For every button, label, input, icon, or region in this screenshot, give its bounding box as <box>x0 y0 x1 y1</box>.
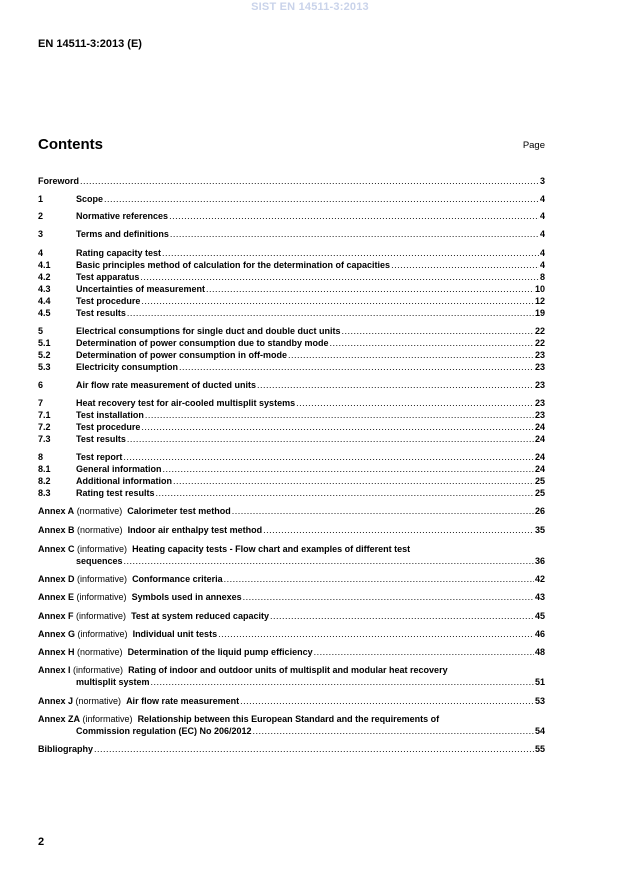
annex-kind: (normative) <box>77 647 123 657</box>
toc-entry-5[interactable] <box>38 325 545 337</box>
toc-number: 7.2 <box>38 422 51 432</box>
toc-title: Test results <box>76 434 126 444</box>
toc-entry-4[interactable] <box>38 247 545 259</box>
toc-number: 4.4 <box>38 296 51 306</box>
toc-number: 5 <box>38 326 44 336</box>
toc-number: 7.1 <box>38 410 51 420</box>
toc-annex-d[interactable] <box>38 573 545 585</box>
toc-title: Test apparatus <box>76 272 140 282</box>
toc-title: Rating capacity test <box>76 248 162 258</box>
toc-title: Basic principles method of calculation for the determination of capacities <box>76 260 391 270</box>
annex-title: Conformance criteria <box>132 574 223 584</box>
contents-heading: Contents <box>38 136 103 153</box>
toc-title: Heat recovery test for air-cooled multisplit systems <box>76 398 296 408</box>
toc-entry-7-1[interactable] <box>38 409 545 421</box>
toc-title: Test report <box>76 452 123 462</box>
toc-entry-4-4[interactable] <box>38 295 545 307</box>
toc-number: 6 <box>38 380 44 390</box>
toc-entry-foreword[interactable] <box>38 175 545 187</box>
toc-number: 8.2 <box>38 476 51 486</box>
toc-page: 53 <box>534 696 545 706</box>
toc-number: 4 <box>38 248 44 258</box>
toc-page: 8 <box>539 272 545 282</box>
toc-entry-3[interactable] <box>38 228 545 240</box>
annex-kind: (informative) <box>73 665 124 675</box>
annex-label: Annex J <box>38 696 74 706</box>
toc-entry-7-3[interactable] <box>38 433 545 445</box>
toc-page: 23 <box>534 350 545 360</box>
annex-kind: (informative) <box>82 714 133 724</box>
annex-title: Symbols used in annexes <box>131 592 242 602</box>
toc-number: 5.1 <box>38 338 51 348</box>
annex-label: Annex H <box>38 647 75 657</box>
toc-page: 10 <box>534 284 545 294</box>
toc-page: 25 <box>534 488 545 498</box>
toc-page: 24 <box>534 434 545 444</box>
toc-number: 5.3 <box>38 362 51 372</box>
annex-label: Annex G <box>38 629 76 639</box>
toc-page: 43 <box>534 592 545 602</box>
toc-page: 25 <box>534 476 545 486</box>
toc-number: 4.2 <box>38 272 51 282</box>
toc-page: 36 <box>534 556 545 566</box>
toc-page: 23 <box>534 398 545 408</box>
toc-page: 19 <box>534 308 545 318</box>
toc-annex-g[interactable] <box>38 628 545 640</box>
toc-page: 51 <box>534 677 545 687</box>
toc-title: Normative references <box>76 211 169 221</box>
toc-page: 22 <box>534 326 545 336</box>
toc-annex-c[interactable] <box>38 543 545 567</box>
annex-label: Annex ZA <box>38 714 81 724</box>
annex-label: Annex B <box>38 525 75 535</box>
toc-entry-8-2[interactable] <box>38 475 545 487</box>
toc-title: General information <box>76 464 162 474</box>
toc-title: Air flow rate measurement of ducted units <box>76 380 257 390</box>
annex-title: Individual unit tests <box>132 629 218 639</box>
toc-entry-4-5[interactable] <box>38 307 545 319</box>
toc-page: 42 <box>534 574 545 584</box>
toc-number: 8 <box>38 452 44 462</box>
toc-title: Determination of power consumption in off-mode <box>76 350 287 360</box>
toc-title: Foreword <box>38 176 80 186</box>
annex-title-continued: sequences <box>76 556 123 566</box>
annex-kind: (informative) <box>77 629 128 639</box>
annex-label: Annex E <box>38 592 75 602</box>
toc-page: 23 <box>534 380 545 390</box>
toc-title: Test procedure <box>76 422 141 432</box>
toc-title: Electricity consumption <box>76 362 179 372</box>
toc-page: 4 <box>539 211 545 221</box>
toc-entry-6[interactable] <box>38 379 545 391</box>
toc-number: 4.3 <box>38 284 51 294</box>
toc-entry-8-3[interactable] <box>38 487 545 499</box>
toc-number: 7 <box>38 398 44 408</box>
toc-page: 23 <box>534 362 545 372</box>
toc-entry-5-3[interactable] <box>38 361 545 373</box>
toc-entry-4-1[interactable] <box>38 259 545 271</box>
annex-kind: (informative) <box>76 611 127 621</box>
toc-entry-7[interactable] <box>38 397 545 409</box>
toc-entry-7-2[interactable] <box>38 421 545 433</box>
toc-page: 46 <box>534 629 545 639</box>
toc-page: 54 <box>534 726 545 736</box>
toc-entry-5-1[interactable] <box>38 337 545 349</box>
annex-kind: (normative) <box>77 525 123 535</box>
toc-number: 5.2 <box>38 350 51 360</box>
toc-page: 55 <box>534 744 545 754</box>
toc-page: 26 <box>534 506 545 516</box>
toc-annex-b[interactable] <box>38 524 545 536</box>
toc-title: Uncertainties of measurement <box>76 284 206 294</box>
annex-label: Annex D <box>38 574 75 584</box>
toc-page: 48 <box>534 647 545 657</box>
annex-label: Annex F <box>38 611 74 621</box>
toc-title: Rating test results <box>76 488 155 498</box>
watermark: SIST EN 14511-3:2013 <box>251 1 369 13</box>
toc-title: Test results <box>76 308 126 318</box>
annex-title-continued: multisplit system <box>76 677 150 687</box>
annex-kind: (normative) <box>76 506 123 516</box>
annex-title: Heating capacity tests - Flow chart and examples of different test <box>132 544 411 554</box>
page-column-label: Page <box>522 140 545 151</box>
toc-title: Bibliography <box>38 744 94 754</box>
toc-title: Scope <box>76 194 104 204</box>
document-id: EN 14511-3:2013 (E) <box>38 38 142 50</box>
toc-number: 8.3 <box>38 488 51 498</box>
toc-entry-5-2[interactable] <box>38 349 545 361</box>
annex-label: Annex A <box>38 506 75 516</box>
toc-page: 24 <box>534 422 545 432</box>
toc-number: 8.1 <box>38 464 51 474</box>
toc-title: Additional information <box>76 476 172 486</box>
annex-kind: (informative) <box>77 544 128 554</box>
toc-annex-j[interactable] <box>38 695 545 707</box>
toc-title: Test procedure <box>76 296 141 306</box>
toc-page: 35 <box>534 525 545 535</box>
toc-page: 23 <box>534 410 545 420</box>
annex-kind: (informative) <box>77 574 128 584</box>
toc-entry-8[interactable] <box>38 451 545 463</box>
toc-annex-h[interactable] <box>38 646 545 658</box>
annex-title: Air flow rate measurement <box>126 696 240 706</box>
toc-title: Terms and definitions <box>76 229 169 239</box>
annex-label: Annex C <box>38 544 75 554</box>
toc-page: 4 <box>539 260 545 270</box>
toc-entry-2[interactable] <box>38 210 545 222</box>
toc-number: 7.3 <box>38 434 51 444</box>
toc-page: 45 <box>534 611 545 621</box>
toc-annex-a[interactable] <box>38 505 545 517</box>
toc-title: Determination of power consumption due to standby mode <box>76 338 329 348</box>
toc-page: 4 <box>539 248 545 258</box>
annex-title: Indoor air enthalpy test method <box>127 525 263 535</box>
toc-page: 22 <box>534 338 545 348</box>
toc-entry-8-1[interactable] <box>38 463 545 475</box>
toc-page: 12 <box>534 296 545 306</box>
annex-title: Determination of the liquid pump efficiency <box>127 647 313 657</box>
toc-page: 4 <box>539 229 545 239</box>
toc-number: 4.5 <box>38 308 51 318</box>
toc-annex-i[interactable] <box>38 664 545 688</box>
annex-title: Calorimeter test method <box>127 506 231 516</box>
toc-annex-f[interactable] <box>38 610 545 622</box>
page-number: 2 <box>38 836 45 848</box>
toc-number: 3 <box>38 229 44 239</box>
toc-title: Electrical consumptions for single duct and double duct units <box>76 326 341 336</box>
toc-entry-1[interactable] <box>38 193 545 205</box>
annex-title-continued: Commission regulation (EC) No 206/2012 <box>76 726 252 736</box>
annex-title: Test at system reduced capacity <box>131 611 269 621</box>
toc-entry-bibliography[interactable] <box>38 743 545 755</box>
annex-kind: (informative) <box>76 592 127 602</box>
toc-page: 24 <box>534 464 545 474</box>
toc-title: Test installation <box>76 410 144 420</box>
toc-page: 4 <box>539 194 545 204</box>
annex-kind: (normative) <box>75 696 122 706</box>
toc-number: 4.1 <box>38 260 51 270</box>
toc-page: 24 <box>534 452 545 462</box>
annex-title: Relationship between this European Standard and the requirements of <box>137 714 440 724</box>
toc-page: 3 <box>539 176 545 186</box>
toc-annex-e[interactable] <box>38 591 545 603</box>
toc-number: 2 <box>38 211 44 221</box>
toc-entry-4-3[interactable] <box>38 283 545 295</box>
annex-title: Rating of indoor and outdoor units of multisplit and modular heat recovery <box>128 665 448 675</box>
annex-label: Annex I <box>38 665 71 675</box>
toc-number: 1 <box>38 194 44 204</box>
toc-annex-za[interactable] <box>38 713 545 737</box>
toc-entry-4-2[interactable] <box>38 271 545 283</box>
